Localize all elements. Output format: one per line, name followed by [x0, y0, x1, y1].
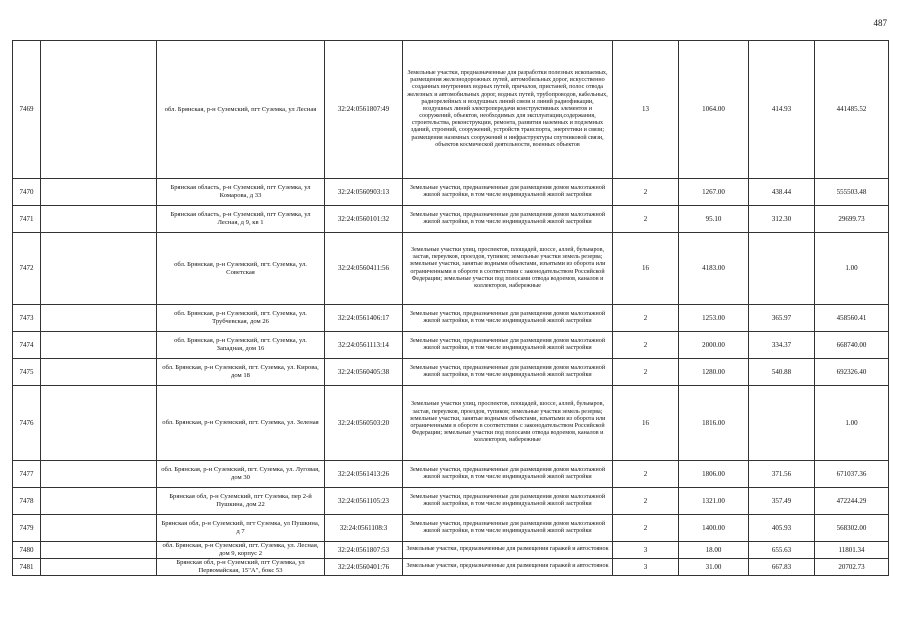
row-cadastral-number: 32:24:0561113:14	[325, 332, 403, 359]
table-row	[13, 515, 889, 542]
row-group: 2	[613, 515, 679, 542]
row-group: 3	[613, 542, 679, 559]
row-area: 1806.00	[679, 461, 749, 488]
row-cadastral-number: 32:24:0561807:49	[325, 41, 403, 179]
row-address: Брянская обл, р-н Суземский, пгт Суземка, пер 2-й Пушкина, дом 22	[157, 488, 325, 515]
table-row	[13, 461, 889, 488]
row-land-use: Земельные участки, предназначенные для размещения домов малоэтажной жилой застройки, в том числе индивидуальной жилой застройки	[403, 179, 613, 206]
row-area: 1064.00	[679, 41, 749, 179]
row-address: Брянская обл, р-н Суземский, пгт Суземка, ул Первомайская, 15"А", бокс 53	[157, 558, 325, 575]
row-address: обл. Брянская, р-н Суземский, пгт. Суземка, ул. Луговая, дом 30	[157, 461, 325, 488]
row-land-use: Земельные участки улиц, проспектов, площадей, шоссе, аллей, бульваров, застав, переулков, проездов, тупиков; земельные участки земель резерва; земельные участки, занятые водными объектами, изъятыми из оборота или ограниченными в обороте в соответствии с законодательством Российской Федерации; земельные участки под полосами отвода водоемов, каналов и коллекторов, набережные	[403, 233, 613, 305]
row-address: Брянская обл, р-н Суземский, пгт Суземка, ул Пушкина, д 7	[157, 515, 325, 542]
row-blank-cell	[41, 542, 157, 559]
row-cadastral-value: 692326.40	[815, 359, 889, 386]
row-group: 2	[613, 332, 679, 359]
row-blank-cell	[41, 206, 157, 233]
row-address: Брянская область, р-н Суземский, пгт Суземка, ул Комарова, д 33	[157, 179, 325, 206]
row-cadastral-value: 29699.73	[815, 206, 889, 233]
row-group: 13	[613, 41, 679, 179]
row-cadastral-value: 668740.00	[815, 332, 889, 359]
row-address: обл. Брянская, р-н Суземский, пгт. Суземка, ул. Лесная, дом 9, корпус 2	[157, 542, 325, 559]
row-cadastral-value: 458560.41	[815, 305, 889, 332]
row-group: 2	[613, 206, 679, 233]
row-group: 16	[613, 233, 679, 305]
table-row	[13, 233, 889, 305]
row-blank-cell	[41, 488, 157, 515]
row-specific-value: 371.56	[749, 461, 815, 488]
row-number: 7473	[13, 305, 41, 332]
row-blank-cell	[41, 386, 157, 461]
row-cadastral-value: 555503.48	[815, 179, 889, 206]
row-cadastral-value: 1.00	[815, 233, 889, 305]
row-address: обл. Брянская, р-н Суземский, пгт. Суземка, ул. Советская	[157, 233, 325, 305]
row-number: 7474	[13, 332, 41, 359]
row-specific-value	[749, 233, 815, 305]
row-address: обл. Брянская, р-н Суземский, пгт. Суземка, ул. Кирова, дом 18	[157, 359, 325, 386]
row-cadastral-value: 568302.00	[815, 515, 889, 542]
row-specific-value: 667.83	[749, 558, 815, 575]
row-area: 95.10	[679, 206, 749, 233]
row-land-use: Земельные участки, предназначенные для размещения домов малоэтажной жилой застройки, в том числе индивидуальной жилой застройки	[403, 461, 613, 488]
row-address: обл. Брянская, р-н Суземский, пгт Суземка, ул Лесная	[157, 41, 325, 179]
row-blank-cell	[41, 305, 157, 332]
row-specific-value: 357.49	[749, 488, 815, 515]
table-row	[13, 206, 889, 233]
row-area: 1267.00	[679, 179, 749, 206]
row-specific-value: 540.88	[749, 359, 815, 386]
row-specific-value: 655.63	[749, 542, 815, 559]
row-land-use: Земельные участки, предназначенные для размещения домов малоэтажной жилой застройки, в том числе индивидуальной жилой застройки	[403, 515, 613, 542]
row-cadastral-number: 32:24:0560903:13	[325, 179, 403, 206]
table-row	[13, 488, 889, 515]
row-cadastral-value: 20702.73	[815, 558, 889, 575]
row-cadastral-value: 441485.52	[815, 41, 889, 179]
row-cadastral-number: 32:24:0560411:56	[325, 233, 403, 305]
row-number: 7475	[13, 359, 41, 386]
row-group: 3	[613, 558, 679, 575]
row-blank-cell	[41, 332, 157, 359]
row-cadastral-value: 1.00	[815, 386, 889, 461]
row-specific-value: 312.30	[749, 206, 815, 233]
row-group: 16	[613, 386, 679, 461]
row-cadastral-number: 32:24:0560401:76	[325, 558, 403, 575]
row-cadastral-value: 11801.34	[815, 542, 889, 559]
row-land-use: Земельные участки, предназначенные для разработки полезных ископаемых, размещения железнодорожных путей, автомобильных дорог, искусственно созданных внутренних водных путей, причалов, пристаней, полос отвода железных и автомобильных дорог, водных путей, трубопроводов, кабельных, радиорелейных и воздушных линий связи и линий радиофикации, воздушных линий электропередачи конструктивных элементов и сооружений, объектов, необходимых для эксплуатации,содержания, строительства, реконструкции, ремонта, развития наземных и подземных зданий, строений, сооружений, устройств транспорта, энергетики и связи; размещения наземных сооружений и инфраструктуры спутниковой связи, объектов космической деятельности, военных объектов	[403, 41, 613, 179]
table-row	[13, 41, 889, 179]
row-blank-cell	[41, 515, 157, 542]
row-land-use: Земельные участки, предназначенные для размещения домов малоэтажной жилой застройки, в том числе индивидуальной жилой застройки	[403, 488, 613, 515]
row-number: 7469	[13, 41, 41, 179]
row-number: 7471	[13, 206, 41, 233]
row-number: 7478	[13, 488, 41, 515]
row-cadastral-value: 671037.36	[815, 461, 889, 488]
table-row	[13, 332, 889, 359]
row-number: 7477	[13, 461, 41, 488]
row-number: 7479	[13, 515, 41, 542]
row-cadastral-number: 32:24:0561413:26	[325, 461, 403, 488]
row-area: 31.00	[679, 558, 749, 575]
row-address: обл. Брянская, р-н Суземский, пгт. Суземка, ул. Зеленая	[157, 386, 325, 461]
row-area: 1816.00	[679, 386, 749, 461]
row-area: 2000.00	[679, 332, 749, 359]
row-number: 7476	[13, 386, 41, 461]
row-area: 1253.00	[679, 305, 749, 332]
row-number: 7481	[13, 558, 41, 575]
row-number: 7470	[13, 179, 41, 206]
row-land-use: Земельные участки, предназначенные для размещения домов малоэтажной жилой застройки, в том числе индивидуальной жилой застройки	[403, 206, 613, 233]
row-number: 7472	[13, 233, 41, 305]
row-specific-value	[749, 386, 815, 461]
row-cadastral-number: 32:24:0560405:38	[325, 359, 403, 386]
row-area: 18.00	[679, 542, 749, 559]
row-blank-cell	[41, 359, 157, 386]
row-land-use: Земельные участки, предназначенные для размещения домов малоэтажной жилой застройки, в том числе индивидуальной жилой застройки	[403, 305, 613, 332]
row-blank-cell	[41, 233, 157, 305]
row-cadastral-number: 32:24:0561406:17	[325, 305, 403, 332]
row-specific-value: 334.37	[749, 332, 815, 359]
row-number: 7480	[13, 542, 41, 559]
table-row	[13, 179, 889, 206]
row-group: 2	[613, 179, 679, 206]
row-group: 2	[613, 305, 679, 332]
row-specific-value: 414.93	[749, 41, 815, 179]
row-address: обл. Брянская, р-н Суземский, пгт. Суземка, ул. Западная, дом 16	[157, 332, 325, 359]
row-specific-value: 438.44	[749, 179, 815, 206]
row-address: обл. Брянская, р-н Суземский, пгт. Суземка, ул. Трубчевская, дом 26	[157, 305, 325, 332]
row-blank-cell	[41, 179, 157, 206]
row-group: 2	[613, 488, 679, 515]
row-blank-cell	[41, 461, 157, 488]
table-row	[13, 558, 889, 575]
row-land-use: Земельные участки, предназначенные для размещения гаражей и автостоянок	[403, 542, 613, 559]
row-area: 1400.00	[679, 515, 749, 542]
page-number: 487	[873, 18, 887, 28]
row-specific-value: 365.97	[749, 305, 815, 332]
row-land-use: Земельные участки, предназначенные для размещения домов малоэтажной жилой застройки, в том числе индивидуальной жилой застройки	[403, 332, 613, 359]
row-group: 2	[613, 461, 679, 488]
table-row	[13, 542, 889, 559]
row-specific-value: 405.93	[749, 515, 815, 542]
row-address: Брянская область, р-н Суземский, пгт Суземка, ул Лесная, д 9, кв 1	[157, 206, 325, 233]
table-row	[13, 386, 889, 461]
row-group: 2	[613, 359, 679, 386]
row-cadastral-value: 472244.29	[815, 488, 889, 515]
row-area: 4183.00	[679, 233, 749, 305]
table-row	[13, 305, 889, 332]
row-cadastral-number: 32:24:0561105:23	[325, 488, 403, 515]
row-cadastral-number: 32:24:0560503:20	[325, 386, 403, 461]
row-cadastral-number: 32:24:0561807:53	[325, 542, 403, 559]
row-land-use: Земельные участки, предназначенные для размещения гаражей и автостоянок	[403, 558, 613, 575]
cadastral-value-table	[12, 40, 889, 576]
row-cadastral-number: 32:24:0561108:3	[325, 515, 403, 542]
table-row	[13, 359, 889, 386]
row-land-use: Земельные участки улиц, проспектов, площадей, шоссе, аллей, бульваров, застав, переулков, проездов, тупиков; земельные участки земель резерва; земельные участки, занятые водными объектами, изъятыми из оборота или ограниченными в обороте в соответствии с законодательством Российской Федерации; земельные участки под полосами отвода водоемов, каналов и коллекторов, набережные	[403, 386, 613, 461]
row-land-use: Земельные участки, предназначенные для размещения домов малоэтажной жилой застройки, в том числе индивидуальной жилой застройки	[403, 359, 613, 386]
row-blank-cell	[41, 41, 157, 179]
row-blank-cell	[41, 558, 157, 575]
row-area: 1280.00	[679, 359, 749, 386]
row-area: 1321.00	[679, 488, 749, 515]
row-cadastral-number: 32:24:0560101:32	[325, 206, 403, 233]
